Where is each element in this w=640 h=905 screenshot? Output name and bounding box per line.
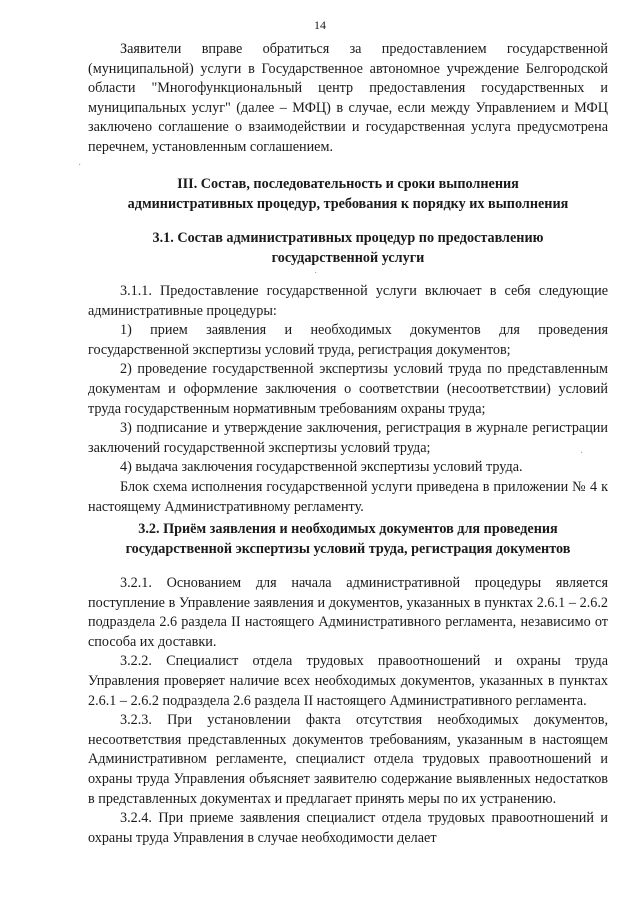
list-item-2: 2) проведение государственной экспертизы условий труда по представленным документам и оформление заключения о соответствии (несоответствии) условий труда государственным нормативным требованиям охраны труда; [88, 361, 608, 417]
paragraph-3-1-1: 3.1.1. Предоставление государственной услуги включает в себя следующие административные процедуры: [88, 283, 608, 319]
intro-paragraph: Заявители вправе обратиться за предоставлением государственной (муниципальной) услуги в Государственное автономное учреждение Белгородской области "Многофункциональный центр предоставления государственных и муниципальных услуг" (далее – МФЦ) в случае, если между Управлением и МФЦ заключено соглашение о взаимодействии и государственная услуга предусмотрена перечнем, установленным соглашением. [88, 41, 608, 155]
scan-mark: · [314, 268, 318, 279]
intro-block [88, 40, 608, 158]
paragraph-3-2-2: 3.2.2. Специалист отдела трудовых правоотношений и охраны труда Управления проверяет наличие всех необходимых документов, указанных в пунктах 2.6.1 – 2.6.2 подраздела 2.6 раздела II настоящего Административного регламента. [88, 653, 608, 709]
section-heading-line2: административных процедур, требования к порядку их выполнения [127, 195, 569, 212]
scan-mark: · [78, 160, 82, 171]
subsection-heading-3-2 [88, 520, 608, 559]
subsection-3-1-line1: 3.1. Состав административных процедур по предоставлению [152, 230, 544, 246]
reception-block [88, 574, 608, 848]
subsection-heading-3-1 [88, 229, 608, 268]
paragraph-3-2-3: 3.2.3. При установлении факта отсутствия необходимых документов, несоответствия представленных документов требованиям, указанным в настоящем Административном регламенте, специалист отдела трудовых правоотношений и охраны труда Управления объясняет заявителю содержание выявленных недостатков в представленных документах и предлагает принять меры по их устранению. [88, 712, 608, 807]
block-scheme-paragraph: Блок схема исполнения государственной услуги приведена в приложении № 4 к настоящему Административному регламенту. [88, 478, 608, 515]
subsection-3-2-line1: 3.2. Приём заявления и необходимых документов для проведения [138, 521, 558, 537]
subsection-3-1-line2: государственной услуги [271, 249, 425, 266]
scan-mark: · [580, 448, 584, 459]
list-item-3: 3) подписание и утверждение заключения, регистрация в журнале регистрации заключений государственной экспертизы условий труда; [88, 420, 608, 456]
page-number: 14 [314, 18, 326, 32]
list-item-1: 1) прием заявления и необходимых документов для проведения государственной экспертизы условий труда, регистрация документов; [88, 322, 608, 358]
section-heading-line1: III. Состав, последовательность и сроки выполнения [177, 176, 519, 192]
subsection-3-2-line2: государственной экспертизы условий труда, регистрация документов [125, 540, 571, 557]
paragraph-3-2-1: 3.2.1. Основанием для начала административной процедуры является поступление в Управление заявления и документов, указанных в пунктах 2.6.1 – 2.6.2 подраздела 2.6 раздела II настоящего Административного регламента, независимо от способа их доставки. [88, 575, 608, 650]
list-item-4: 4) выдача заключения государственной экспертизы условий труда. [120, 459, 523, 476]
paragraph-3-2-4: 3.2.4. При приеме заявления специалист отдела трудовых правоотношений и охраны труда Управления в случае необходимости делает [88, 810, 608, 846]
procedures-block [88, 282, 608, 517]
section-heading [88, 175, 608, 214]
